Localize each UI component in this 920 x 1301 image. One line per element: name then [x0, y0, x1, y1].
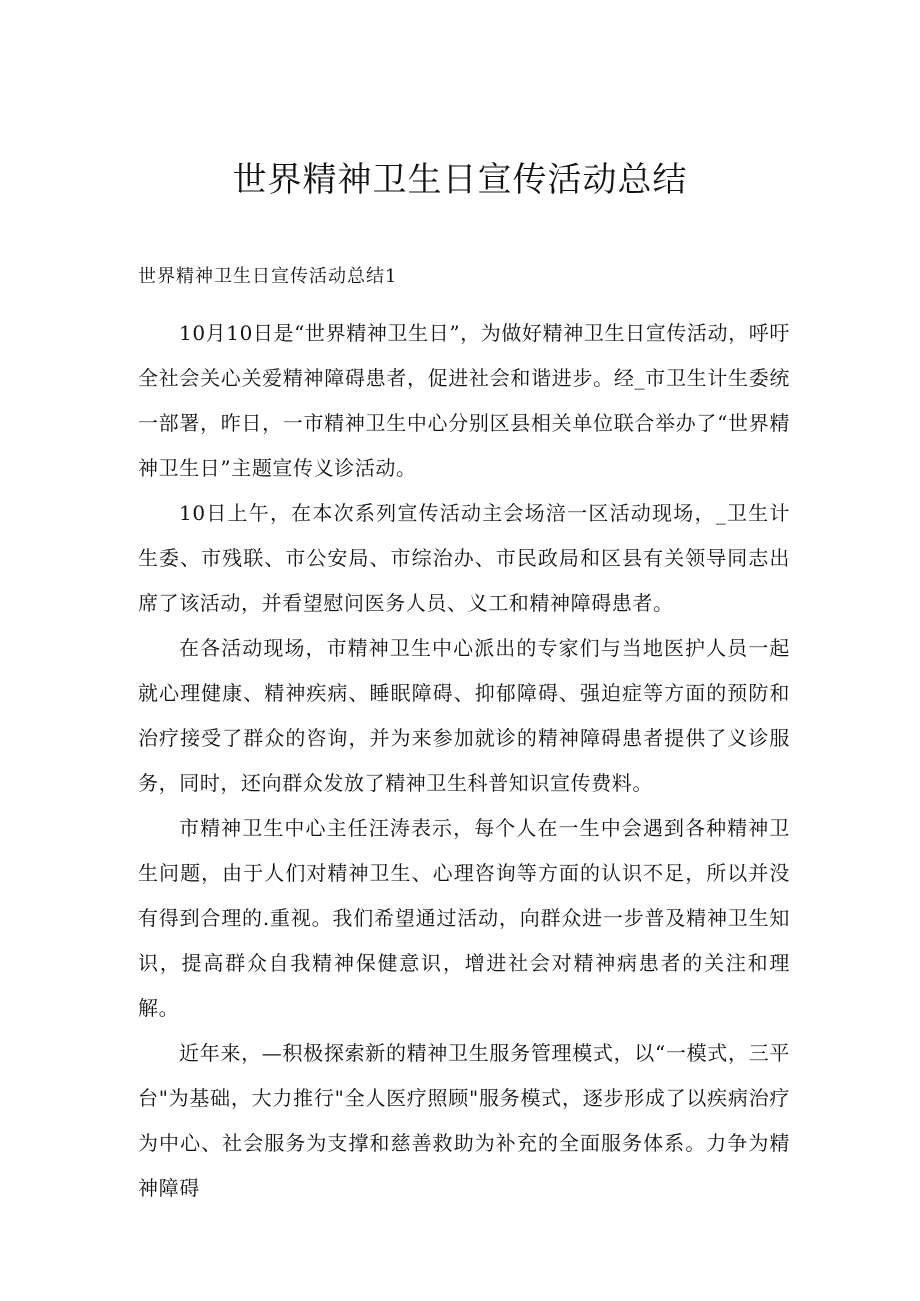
section-subtitle: 世界精神卫生日宣传活动总结1: [138, 266, 398, 287]
paragraph: 在各活动现场，市精神卫生中心派出的专家们与当地医护人员一起就心理健康、精神疾病、睡眠障碍、抑郁障碍、强迫症等方面的预防和治疗接受了群众的咨询，并为来参加就诊的精神障碍患者提供了义诊服务，同时，还向群众发放了精神卫生科普知识宣传费料。: [138, 636, 790, 795]
document-body: [138, 311, 790, 1211]
paragraph: 近年来，—积极探索新的精神卫生服务管理模式，以“一模式，三平台"为基础，大力推行"全人医疗照顾"服务模式，逐步形成了以疾病治疗为中心、社会服务为支撑和慈善救助为补充的全面服务体系。力争为精神障碍: [138, 1041, 790, 1200]
document-title: 世界精神卫生日宣传活动总结: [232, 160, 688, 200]
paragraph: 市精神卫生中心主任汪涛表示，每个人在一生中会遇到各种精神卫生问题，由于人们对精神卫生、心理咨询等方面的认识不足，所以并没有得到合理的.重视。我们希望通过活动，向群众进一步普及精神卫生知识，提高群众自我精神保健意识，增进社会对精神病患者的关注和理解。: [138, 816, 790, 1020]
paragraph: 10日上午，在本次系列宣传活动主会场涪一区活动现场，_卫生计生委、市残联、市公安局、市综治办、市民政局和区县有关领导同志出席了该活动，并看望慰问医务人员、义工和精神障碍患者。: [138, 501, 790, 615]
paragraph: 10月10日是“世界精神卫生日”，为做好精神卫生日宣传活动，呼吁全社会关心关爱精神障碍患者，促进社会和谐进步。经_市卫生计生委统一部署，昨日，一市精神卫生中心分别区县相关单位联合举办了“世界精神卫生日”主题宣传义诊活动。: [138, 321, 790, 480]
